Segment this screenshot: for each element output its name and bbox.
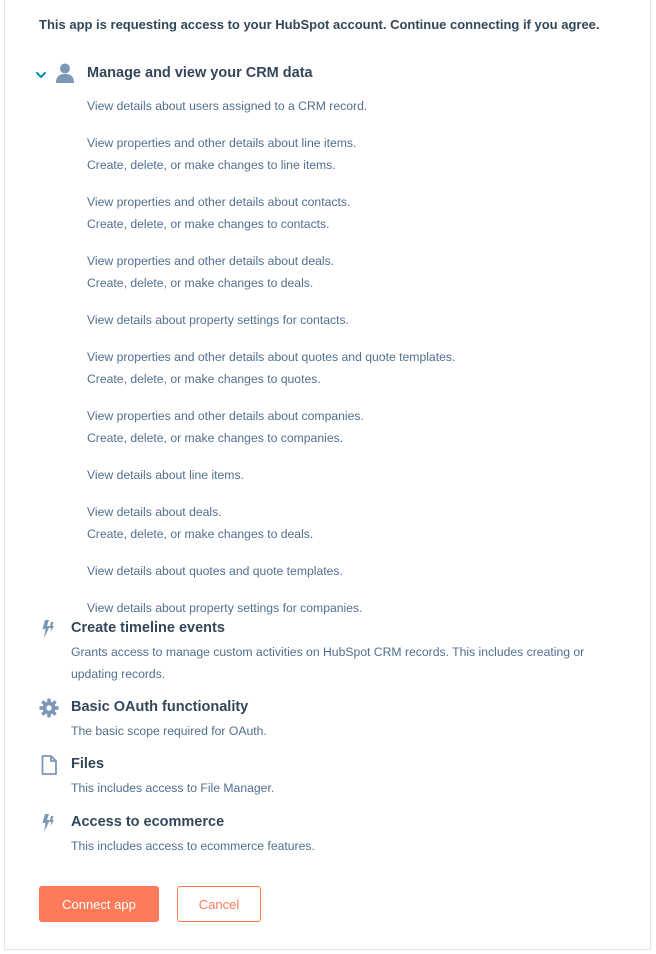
crm-permission-line: View properties and other details about deals. [87, 254, 335, 268]
crm-permission-item [87, 501, 627, 545]
crm-permission-line: Create, delete, or make changes to deals. [87, 527, 314, 541]
file-icon [39, 755, 59, 775]
crm-permission-item [87, 309, 627, 331]
crm-permission-line: View details about property settings for companies. [87, 601, 363, 615]
crm-permission-item [87, 191, 627, 235]
crm-permission-item [87, 132, 627, 176]
crm-permission-item [87, 464, 627, 486]
crm-permission-line: View properties and other details about quotes and quote templates. [87, 350, 456, 364]
crm-permission-line: View properties and other details about companies. [87, 409, 364, 423]
crm-permission-line: View details about users assigned to a CRM record. [87, 99, 368, 113]
intro-text: This app is requesting access to your HubSpot account. Continue connecting if you agree. [39, 17, 600, 32]
crm-scope-header[interactable] [35, 62, 595, 86]
connect-app-button[interactable]: Connect app [39, 886, 159, 922]
crm-permission-line: Create, delete, or make changes to contacts. [87, 217, 330, 231]
crm-permission-item [87, 405, 627, 449]
crm-permission-line: Create, delete, or make changes to deals. [87, 276, 314, 290]
crm-permission-item [87, 95, 627, 117]
scope-description: The basic scope required for OAuth. [71, 724, 267, 738]
crm-permission-item [87, 597, 627, 619]
scope-title: Basic OAuth functionality [71, 699, 249, 715]
crm-permission-line: View properties and other details about contacts. [87, 195, 351, 209]
scope-title: Create timeline events [71, 620, 225, 636]
crm-permission-line: View details about quotes and quote templates. [87, 564, 343, 578]
user-icon [56, 63, 74, 83]
crm-permission-line: View details about property settings for contacts. [87, 313, 349, 327]
scope-description: Grants access to manage custom activities on HubSpot CRM records. This includes creating or updating records. [71, 645, 585, 681]
crm-permission-item [87, 250, 627, 294]
gear-icon [39, 698, 59, 718]
scope-title: Files [71, 756, 105, 772]
scope-title: Access to ecommerce [71, 814, 225, 830]
lightning-icon [39, 813, 59, 833]
permissions-panel [4, 0, 651, 950]
crm-permission-line: Create, delete, or make changes to line items. [87, 158, 336, 172]
crm-permission-line: Create, delete, or make changes to quotes. [87, 372, 321, 386]
crm-scope-title: Manage and view your CRM data [87, 65, 313, 81]
crm-permission-line: View details about deals. [87, 505, 222, 519]
crm-permission-list [87, 95, 627, 634]
cancel-button[interactable]: Cancel [177, 886, 261, 922]
crm-permission-item [87, 346, 627, 390]
crm-permission-line: View properties and other details about line items. [87, 136, 357, 150]
crm-permission-item [87, 560, 627, 582]
crm-permission-line: View details about line items. [87, 468, 244, 482]
lightning-icon [39, 619, 59, 639]
crm-permission-line: Create, delete, or make changes to companies. [87, 431, 344, 445]
scope-description: This includes access to File Manager. [71, 781, 275, 795]
chevron-down-icon[interactable] [35, 69, 47, 81]
scope-description: This includes access to ecommerce features. [71, 839, 315, 853]
